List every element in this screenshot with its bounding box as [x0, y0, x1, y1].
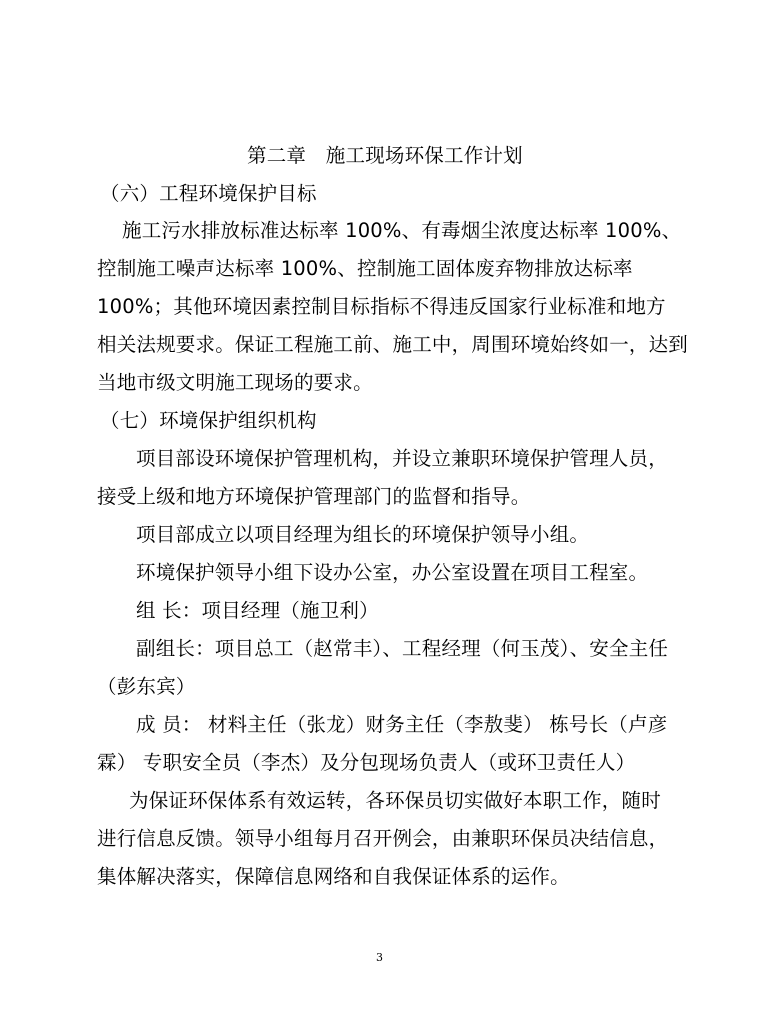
deputy-leader-line: （彭东宾）	[97, 675, 196, 698]
chapter-title: 第二章 施工现场环保工作计划	[247, 144, 523, 167]
deputy-leader-line: 副组长：项目总工（赵常丰）、工程经理（何玉茂）、安全主任	[136, 637, 669, 660]
section-6-heading: （六）工程环境保护目标	[100, 182, 317, 205]
section-6-paragraph-line: 100%；其他环境因素控制目标指标不得违反国家行业标准和地方	[97, 295, 666, 318]
section-7-para2: 项目部成立以项目经理为组长的环境保护领导小组。	[136, 523, 590, 546]
closing-paragraph-line: 为保证环保体系有效运转，各环保员切实做好本职工作，随时	[129, 789, 661, 812]
page-number: 3	[376, 951, 383, 964]
members-line: 成 员： 材料主任（张龙）财务主任（李敖斐） 栋号长（卢彦	[136, 713, 668, 736]
closing-paragraph-line: 集体解决落实，保障信息网络和自我保证体系的运作。	[97, 865, 570, 888]
members-line: 霖） 专职安全员（李杰）及分包现场负责人（或环卫责任人）	[97, 751, 636, 774]
group-leader: 组 长：项目经理（施卫利）	[136, 599, 379, 622]
section-7-heading: （七）环境保护组织机构	[100, 409, 317, 432]
section-6-paragraph-line: 当地市级文明施工现场的要求。	[97, 371, 373, 394]
section-7-para3: 环境保护领导小组下设办公室，办公室设置在项目工程室。	[136, 561, 649, 584]
section-7-para1-line: 接受上级和地方环境保护管理部门的监督和指导。	[97, 485, 531, 508]
section-6-paragraph-line: 相关法规要求。保证工程施工前、施工中，周围环境始终如一，达到	[97, 333, 689, 356]
closing-paragraph-line: 进行信息反馈。领导小组每月召开例会，由兼职环保员决结信息，	[97, 827, 669, 850]
section-6-paragraph-line: 施工污水排放标准达标率 100%、有毒烟尘浓度达标率 100%、	[122, 219, 682, 242]
section-6-paragraph-line: 控制施工噪声达标率 100%、控制施工固体废弃物排放达标率	[97, 257, 633, 280]
section-7-para1-line: 项目部设环境保护管理机构，并设立兼职环境保护管理人员，	[136, 447, 668, 470]
